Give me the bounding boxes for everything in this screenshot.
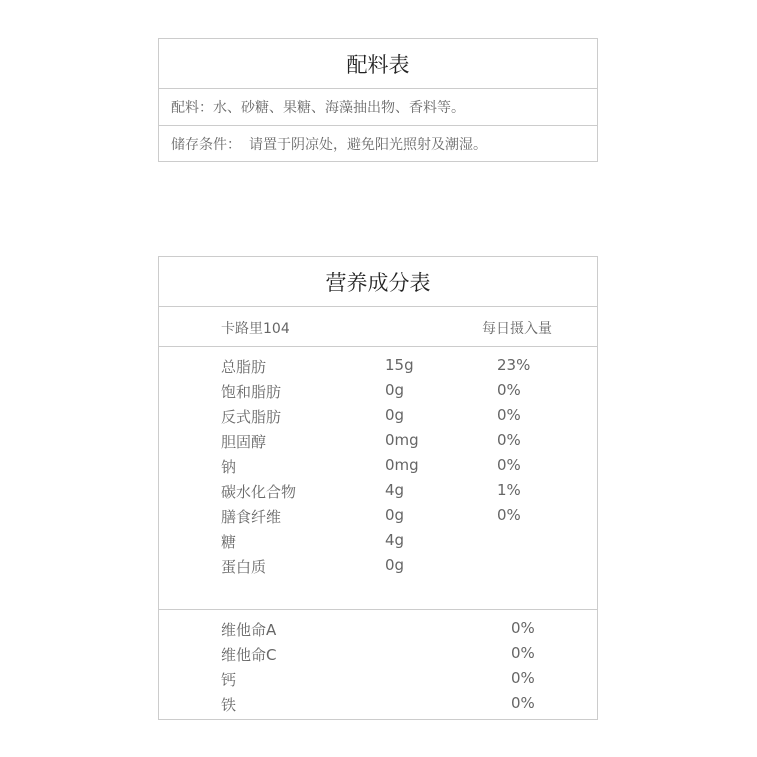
ingredients-table (158, 38, 598, 162)
ingredients-row (159, 89, 597, 126)
nutrient-amount: 0g (385, 556, 405, 574)
vitamin-row (159, 669, 597, 694)
vitamin-row (159, 619, 597, 644)
nutrient-name: 饱和脂肪 (221, 383, 282, 401)
nutrient-percent: 23% (497, 356, 531, 374)
vitamin-percent: 0% (511, 644, 535, 662)
nutrient-name: 糖 (221, 533, 237, 551)
nutrient-amount: 0g (385, 506, 405, 524)
nutrient-name: 钠 (221, 458, 237, 476)
vitamin-name: 铁 (221, 696, 237, 714)
vitamin-row (159, 694, 597, 719)
nutrient-amount: 0g (385, 381, 405, 399)
nutrient-amount: 0g (385, 406, 405, 424)
storage-row (159, 126, 597, 162)
ingredients-label: 配料： (171, 100, 213, 116)
storage-value: 请置于阴凉处，避免阳光照射及潮湿。 (249, 137, 487, 153)
vitamin-percent: 0% (511, 694, 535, 712)
daily-intake-label: 每日摄入量 (482, 321, 552, 337)
nutrient-amount: 4g (385, 531, 405, 549)
vitamin-name: 维他命A (221, 621, 277, 639)
nutrient-name: 碳水化合物 (221, 483, 297, 501)
nutrient-row (159, 481, 597, 506)
nutrient-amount: 15g (385, 356, 414, 374)
nutrient-row (159, 456, 597, 481)
nutrient-row (159, 506, 597, 531)
nutrition-table-title: 营养成分表 (159, 257, 597, 307)
nutrient-percent: 0% (497, 381, 521, 399)
nutrient-name: 胆固醇 (221, 433, 267, 451)
nutrition-table (158, 256, 598, 720)
vitamin-mineral-list (159, 610, 597, 718)
nutrient-row (159, 381, 597, 406)
ingredients-table-title: 配料表 (159, 39, 597, 89)
nutrient-percent: 0% (497, 406, 521, 424)
nutrient-percent: 1% (497, 481, 521, 499)
vitamin-name: 钙 (221, 671, 237, 689)
nutrient-amount: 0mg (385, 431, 419, 449)
nutrient-amount: 4g (385, 481, 405, 499)
nutrient-name: 总脂肪 (221, 358, 267, 376)
nutrient-row (159, 431, 597, 456)
nutrient-row (159, 531, 597, 556)
nutrient-percent: 0% (497, 456, 521, 474)
vitamin-percent: 0% (511, 669, 535, 687)
nutrient-percent: 0% (497, 506, 521, 524)
nutrient-name: 反式脂肪 (221, 408, 282, 426)
nutrient-name: 蛋白质 (221, 558, 267, 576)
ingredients-value: 水、砂糖、果糖、海藻抽出物、香料等。 (213, 100, 465, 116)
vitamin-row (159, 644, 597, 669)
nutrient-name: 膳食纤维 (221, 508, 282, 526)
nutrient-row (159, 556, 597, 581)
calories-label: 卡路里104 (221, 321, 290, 337)
nutrient-amount: 0mg (385, 456, 419, 474)
vitamin-name: 维他命C (221, 646, 277, 664)
storage-label: 储存条件： (171, 137, 241, 153)
nutrient-percent: 0% (497, 431, 521, 449)
calories-row (159, 307, 597, 347)
nutrient-list (159, 347, 597, 610)
nutrient-row (159, 406, 597, 431)
vitamin-percent: 0% (511, 619, 535, 637)
nutrient-row (159, 356, 597, 381)
